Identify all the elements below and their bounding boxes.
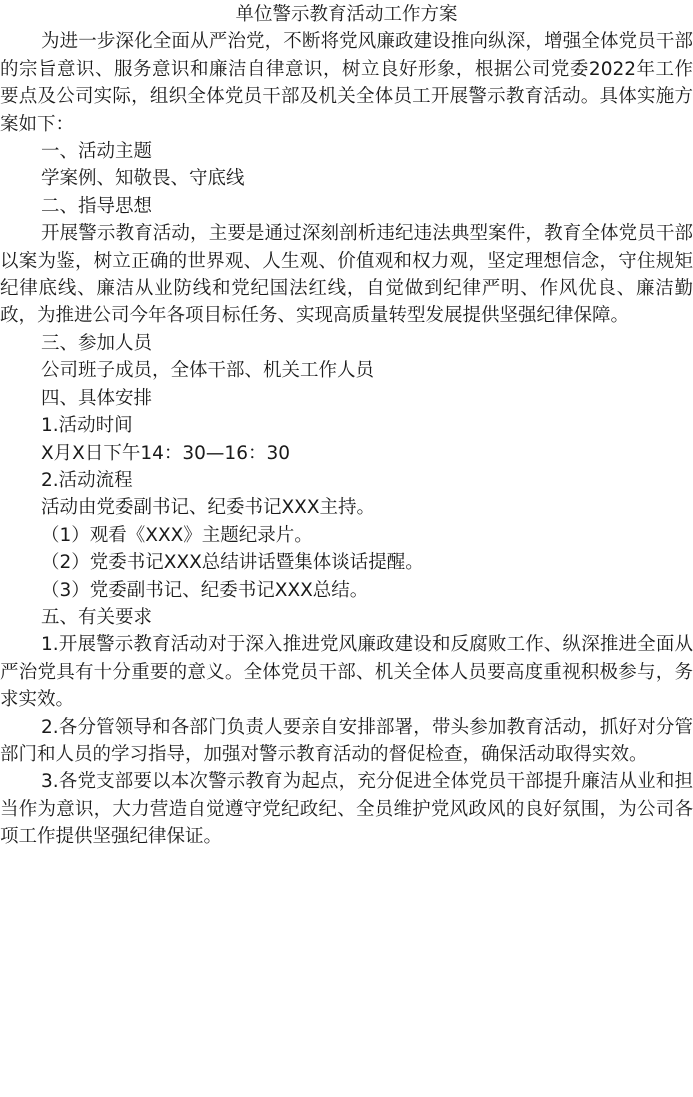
activity-time-text: X月X日下午14：30—16：30 [41,442,291,464]
process-step-3: （3）党委副书记、纪委书记XXX总结。 [41,579,369,601]
document-title: 单位警示教育活动工作方案 [235,4,458,25]
section-heading-theme: 一、活动主题 [41,141,153,163]
intro-paragraph: 为进一步深化全面从严治党，不断将党风廉政建设推向纵深，增强全体党员干部的宗旨意识、服务意识和廉洁自律意识，树立良好形象，根据公司党委2022年工作要点及公司实际，组织全体党员干部及机关全体员工开展警示教育活动。具体实施方案如下： [0,31,693,135]
section-heading-participants: 三、参加人员 [41,332,153,354]
requirement-2: 2.各分管领导和各部门负责人要亲自安排部署，带头参加教育活动，抓好对分管部门和人员的学习指导，加强对警示教育活动的督促检查，确保活动取得实效。 [0,716,693,765]
section-heading-guiding-thought: 二、指导思想 [41,195,153,217]
subheading-activity-process: 2.活动流程 [41,469,133,491]
process-host-text: 活动由党委副书记、纪委书记XXX主持。 [41,497,376,519]
document-page [0,1,693,851]
section-heading-arrangement: 四、具体安排 [41,387,153,409]
process-step-1: （1）观看《XXX》主题纪录片。 [41,524,313,546]
section-heading-requirements: 五、有关要求 [41,606,153,628]
requirement-3: 3.各党支部要以本次警示教育为起点，充分促进全体党员干部提升廉洁从业和担当作为意识，大力营造自觉遵守党纪政纪、全员维护党风政风的良好氛围，为公司各项工作提供坚强纪律保证。 [0,771,693,848]
guiding-thought-paragraph: 开展警示教育活动，主要是通过深刻剖析违纪违法典型案件，教育全体党员干部以案为鉴，树立正确的世界观、人生观、价值观和权力观，坚定理想信念，守住规矩纪律底线、廉洁从业防线和党纪国法红线，自觉做到纪律严明、作风优良、廉洁勤政，为推进公司今年各项目标任务、实现高质量转型发展提供坚强纪律保障。 [0,223,693,327]
theme-text: 学案例、知敬畏、守底线 [41,168,245,190]
participants-text: 公司班子成员，全体干部、机关工作人员 [41,360,375,382]
requirement-1: 1.开展警示教育活动对于深入推进党风廉政建设和反腐败工作、纵深推进全面从严治党具有十分重要的意义。全体党员干部、机关全体人员要高度重视积极参与，务求实效。 [0,634,693,711]
subheading-activity-time: 1.活动时间 [41,415,133,437]
process-step-2: （2）党委书记XXX总结讲话暨集体谈话提醒。 [41,552,424,574]
